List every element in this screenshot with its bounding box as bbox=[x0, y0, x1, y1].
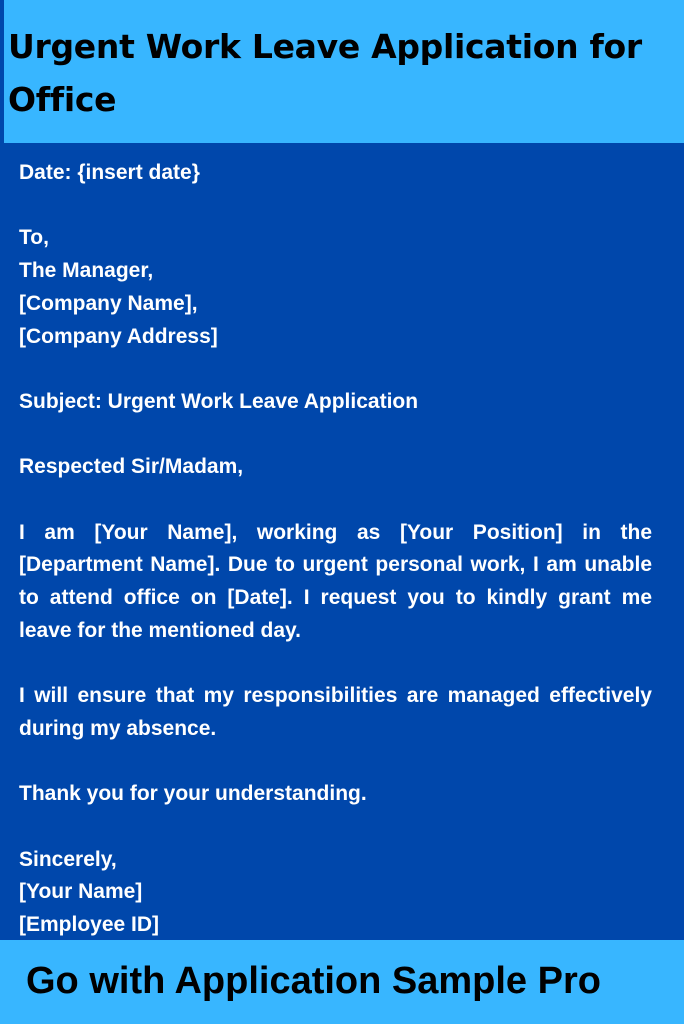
spacer bbox=[19, 811, 652, 844]
recipient-to: To, bbox=[19, 226, 49, 250]
header-banner bbox=[0, 0, 684, 143]
letter-body bbox=[0, 143, 684, 940]
letter-content bbox=[19, 157, 652, 942]
date-line: Date: {insert date} bbox=[19, 161, 200, 184]
spacer bbox=[19, 484, 652, 517]
sign-off: Sincerely, bbox=[19, 847, 117, 871]
subject-line: Subject: Urgent Work Leave Application bbox=[19, 389, 419, 413]
greeting: Respected Sir/Madam, bbox=[19, 455, 244, 479]
recipient-company-name: [Company Name], bbox=[19, 291, 198, 315]
signature-employee-id: [Employee ID] bbox=[19, 913, 160, 937]
footer-text: Go with Application Sample Pro bbox=[26, 960, 601, 1002]
signature-name: [Your Name] bbox=[19, 880, 143, 904]
body-paragraph-assurance: I will ensure that my responsibilities are managed effectively during my absence. bbox=[19, 684, 652, 740]
spacer bbox=[19, 647, 652, 680]
spacer bbox=[19, 190, 652, 223]
page-title: Urgent Work Leave Application for Office bbox=[8, 27, 642, 119]
spacer bbox=[19, 353, 652, 386]
thanks-line: Thank you for your understanding. bbox=[19, 782, 367, 806]
recipient-company-address: [Company Address] bbox=[19, 324, 218, 348]
spacer bbox=[19, 419, 652, 452]
recipient-manager: The Manager, bbox=[19, 259, 154, 283]
spacer bbox=[19, 746, 652, 779]
footer-banner bbox=[0, 940, 684, 1024]
body-paragraph-request: I am [Your Name], working as [Your Position] in the [Department Name]. Due to urgent personal work, I am unable to attend office on [Date]. I request you to kindly grant me leave for the mentioned day. bbox=[19, 520, 652, 642]
